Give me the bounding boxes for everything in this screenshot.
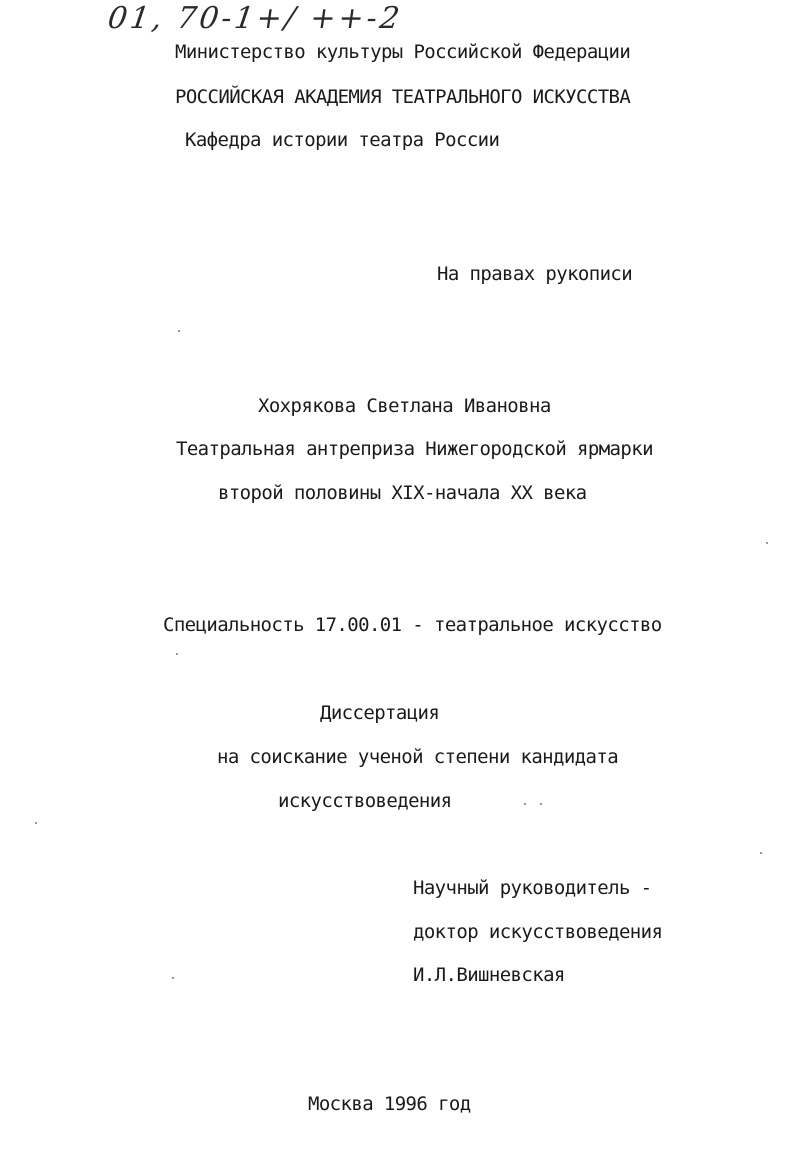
ministry-heading: Министерство культуры Российской Федерации — [175, 41, 631, 63]
supervisor-role: Научный руководитель - — [413, 877, 652, 899]
dissertation-type: Диссертация — [320, 702, 440, 724]
degree-line-1: на соискание ученой степени кандидата — [217, 746, 619, 768]
scan-speck — [524, 803, 526, 805]
handwritten-archive-code: 01, 70-1+/ ++-2 — [105, 1, 405, 36]
scan-speck — [760, 852, 762, 854]
degree-line-2: искусствоведения — [278, 790, 452, 812]
scan-speck — [540, 803, 542, 805]
dissertation-title-line-1: Театральная антреприза Нижегородской ярмарки — [176, 438, 653, 460]
dissertation-title-line-2: второй половины XIX-начала XX века — [218, 482, 587, 504]
scan-speck — [178, 330, 180, 332]
scan-speck — [176, 653, 178, 655]
scan-speck — [766, 542, 768, 544]
place-and-year: Москва 1996 год — [308, 1093, 471, 1115]
manuscript-note: На правах рукописи — [437, 263, 633, 285]
author-name: Хохрякова Светлана Ивановна — [258, 395, 551, 417]
scan-speck — [35, 822, 37, 824]
specialty-line: Специальность 17.00.01 - театральное искусство — [163, 614, 662, 636]
department-heading: Кафедра истории театра России — [185, 129, 500, 151]
supervisor-title: доктор искусствоведения — [413, 921, 663, 943]
supervisor-name: И.Л.Вишневская — [413, 964, 565, 986]
scan-speck — [172, 977, 174, 979]
academy-heading: РОССИЙСКАЯ АКАДЕМИЯ ТЕАТРАЛЬНОГО ИСКУССТВА — [175, 86, 631, 108]
